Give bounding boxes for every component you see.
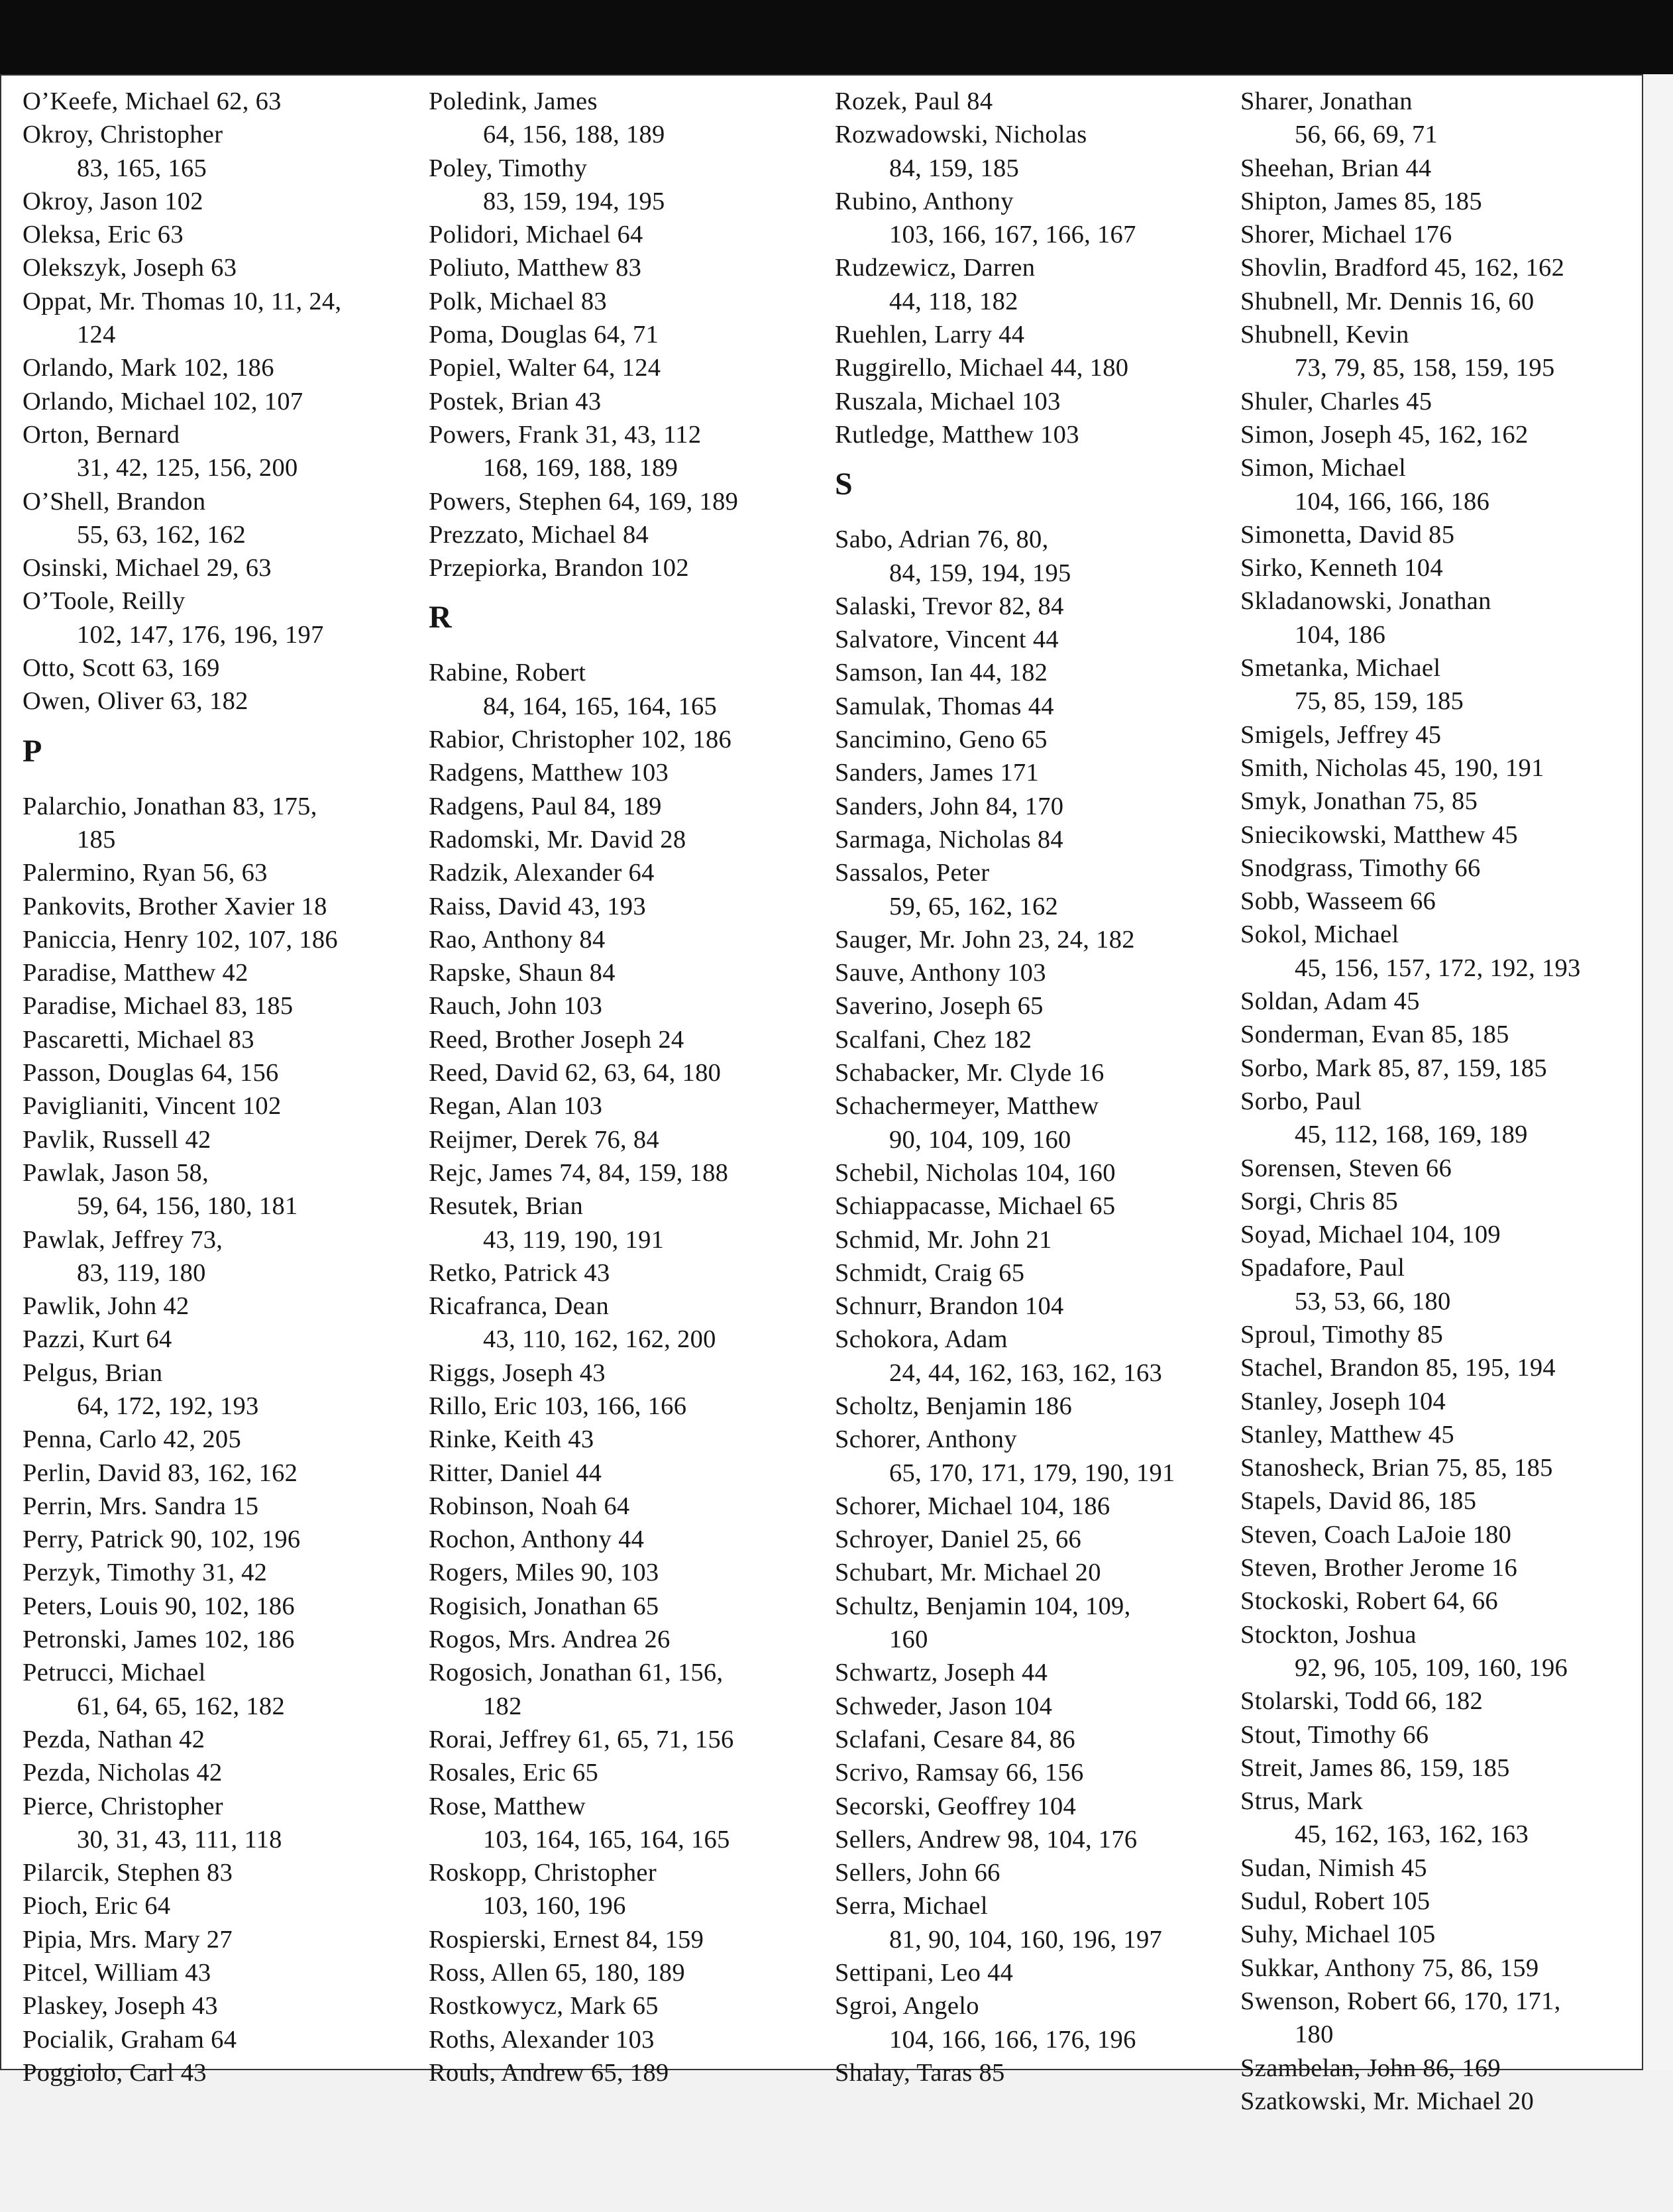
index-entry: Swenson, Robert 66, 170, 171, — [1240, 1987, 1561, 2015]
index-entry: Przepiorka, Brandon 102 — [429, 554, 689, 582]
index-entry-pages-continued: 160 — [889, 1626, 928, 1654]
index-entry: Perzyk, Timothy 31, 42 — [23, 1559, 268, 1587]
index-entry: Shuler, Charles 45 — [1240, 387, 1432, 415]
index-entry-pages-continued: 103, 164, 165, 164, 165 — [483, 1825, 730, 1853]
index-entry: Rejc, James 74, 84, 159, 188 — [429, 1158, 729, 1187]
index-entry: O’Shell, Brandon — [23, 487, 206, 516]
index-entry: Stanosheck, Brian 75, 85, 185 — [1240, 1454, 1553, 1482]
index-entry: Samulak, Thomas 44 — [835, 692, 1054, 720]
index-entry: Snodgrass, Timothy 66 — [1240, 854, 1481, 882]
index-entry: Oppat, Mr. Thomas 10, 11, 24, — [23, 287, 342, 315]
index-entry: Robinson, Noah 64 — [429, 1492, 630, 1520]
index-entry-pages-continued: 103, 166, 167, 166, 167 — [889, 221, 1136, 249]
index-entry: Pawlak, Jeffrey 73, — [23, 1225, 223, 1254]
index-entry: Peters, Louis 90, 102, 186 — [23, 1592, 295, 1620]
index-entry-pages-continued: 90, 104, 109, 160 — [889, 1125, 1071, 1154]
index-entry-pages-continued: 182 — [483, 1692, 522, 1720]
index-entry-pages-continued: 43, 110, 162, 162, 200 — [483, 1325, 716, 1354]
index-entry: Scrivo, Ramsay 66, 156 — [835, 1759, 1084, 1787]
index-entry-pages-continued: 55, 63, 162, 162 — [77, 520, 246, 549]
index-entry-pages-continued: 64, 172, 192, 193 — [77, 1392, 259, 1420]
index-entry: Sorensen, Steven 66 — [1240, 1154, 1452, 1182]
index-entry: Ritter, Daniel 44 — [429, 1459, 602, 1487]
index-entry: Rospierski, Ernest 84, 159 — [429, 1925, 704, 1954]
index-entry-pages-continued: 45, 162, 163, 162, 163 — [1295, 1820, 1529, 1849]
index-entry-pages-continued: 83, 165, 165 — [77, 154, 207, 182]
index-entry-pages-continued: 75, 85, 159, 185 — [1295, 687, 1464, 716]
index-column-1 — [23, 85, 420, 2089]
index-entry: Salaski, Trevor 82, 84 — [835, 592, 1064, 620]
index-entry-pages-continued: 168, 169, 188, 189 — [483, 454, 678, 482]
index-entry: Soldan, Adam 45 — [1240, 987, 1420, 1016]
index-entry-pages-continued: 59, 65, 162, 162 — [889, 892, 1059, 920]
index-entry: Schultz, Benjamin 104, 109, — [835, 1592, 1131, 1620]
index-entry-pages-continued: 73, 79, 85, 158, 159, 195 — [1295, 354, 1555, 382]
index-entry: Petronski, James 102, 186 — [23, 1626, 295, 1654]
index-entry: Paviglianiti, Vincent 102 — [23, 1092, 282, 1121]
index-entry: Sgroi, Angelo — [835, 1992, 979, 2020]
index-entry: Perlin, David 83, 162, 162 — [23, 1459, 298, 1487]
index-entry: Poggiolo, Carl 43 — [23, 2058, 207, 2087]
index-entry: Passon, Douglas 64, 156 — [23, 1059, 279, 1087]
index-entry: Polidori, Michael 64 — [429, 221, 643, 249]
index-entry: Steven, Coach LaJoie 180 — [1240, 1520, 1512, 1549]
index-entry-pages-continued: 185 — [77, 825, 116, 854]
index-entry-pages-continued: 83, 119, 180 — [77, 1258, 206, 1287]
index-entry: Pilarcik, Stephen 83 — [23, 1859, 233, 1887]
index-entry: Poley, Timothy — [429, 154, 588, 182]
index-entry: Orton, Bernard — [23, 420, 180, 449]
index-entry: Owen, Oliver 63, 182 — [23, 687, 248, 716]
index-entry: Sniecikowski, Matthew 45 — [1240, 820, 1518, 849]
index-entry: Okroy, Jason 102 — [23, 187, 203, 215]
index-entry: Poliuto, Matthew 83 — [429, 254, 642, 282]
index-entry-pages-continued: 83, 159, 194, 195 — [483, 187, 665, 215]
index-entry: Perrin, Mrs. Sandra 15 — [23, 1492, 259, 1520]
index-entry: Roskopp, Christopher — [429, 1859, 657, 1887]
index-entry: Reed, David 62, 63, 64, 180 — [429, 1059, 722, 1087]
index-column-2 — [429, 85, 826, 2089]
index-entry: Sokol, Michael — [1240, 920, 1399, 949]
index-entry: Rao, Anthony 84 — [429, 925, 606, 954]
index-entry: Rillo, Eric 103, 166, 166 — [429, 1392, 687, 1420]
index-entry: Schubart, Mr. Michael 20 — [835, 1559, 1101, 1587]
index-entry: Sheehan, Brian 44 — [1240, 154, 1432, 182]
index-entry: Secorski, Geoffrey 104 — [835, 1792, 1077, 1820]
index-entry-pages-continued: 24, 44, 162, 163, 162, 163 — [889, 1358, 1163, 1387]
index-entry-pages-continued: 56, 66, 69, 71 — [1295, 121, 1438, 149]
index-entry: Shalay, Taras 85 — [835, 2058, 1005, 2087]
index-entry: Schorer, Anthony — [835, 1425, 1017, 1454]
index-entry: Penna, Carlo 42, 205 — [23, 1425, 241, 1454]
index-entry: O’Toole, Reilly — [23, 587, 186, 616]
index-entry: Skladanowski, Jonathan — [1240, 587, 1491, 616]
index-entry-pages-continued: 45, 112, 168, 169, 189 — [1295, 1121, 1528, 1149]
index-column-3 — [835, 85, 1232, 2089]
index-entry: Stockton, Joshua — [1240, 1620, 1417, 1649]
index-entry: Ruszala, Michael 103 — [835, 387, 1061, 415]
index-entry-pages-continued: 43, 119, 190, 191 — [483, 1225, 665, 1254]
index-entry: Sanders, James 171 — [835, 759, 1040, 787]
section-letter-heading: S — [835, 467, 853, 502]
index-entry: Osinski, Michael 29, 63 — [23, 554, 272, 582]
index-entry: Ruggirello, Michael 44, 180 — [835, 354, 1129, 382]
index-entry: Salvatore, Vincent 44 — [835, 626, 1059, 654]
index-entry: Stapels, David 86, 185 — [1240, 1487, 1477, 1516]
index-entry: Orlando, Mark 102, 186 — [23, 354, 274, 382]
index-entry: Oleksa, Eric 63 — [23, 221, 184, 249]
index-entry: Rapske, Shaun 84 — [429, 959, 616, 987]
index-entry-pages-continued: 103, 160, 196 — [483, 1892, 626, 1920]
right-margin — [1643, 74, 1673, 2070]
index-entry: Schebil, Nicholas 104, 160 — [835, 1158, 1116, 1187]
index-entry: Schroyer, Daniel 25, 66 — [835, 1525, 1082, 1554]
index-entry: Rosales, Eric 65 — [429, 1759, 599, 1787]
index-entry: Stanley, Matthew 45 — [1240, 1420, 1454, 1449]
index-entry: Sarmaga, Nicholas 84 — [835, 825, 1063, 854]
index-entry-pages-continued: 180 — [1295, 2020, 1334, 2049]
index-entry: Sellers, John 66 — [835, 1859, 1000, 1887]
index-entry: Sclafani, Cesare 84, 86 — [835, 1725, 1075, 1753]
index-entry: Szambelan, John 86, 169 — [1240, 2054, 1501, 2082]
index-entry: Pascaretti, Michael 83 — [23, 1025, 254, 1054]
index-entry-pages-continued: 65, 170, 171, 179, 190, 191 — [889, 1459, 1175, 1487]
index-entry: Schorer, Michael 104, 186 — [835, 1492, 1110, 1520]
index-entry-pages-continued: 45, 156, 157, 172, 192, 193 — [1295, 954, 1581, 982]
index-entry: Sonderman, Evan 85, 185 — [1240, 1021, 1509, 1049]
index-entry: Pezda, Nicholas 42 — [23, 1759, 223, 1787]
index-entry: Schachermeyer, Matthew — [835, 1092, 1099, 1121]
index-entry: Rozek, Paul 84 — [835, 87, 993, 115]
index-entry-pages-continued: 53, 53, 66, 180 — [1295, 1287, 1451, 1315]
index-entry: Shubnell, Kevin — [1240, 321, 1409, 349]
index-entry: Poma, Douglas 64, 71 — [429, 321, 659, 349]
index-entry-pages-continued: 92, 96, 105, 109, 160, 196 — [1295, 1653, 1568, 1682]
index-entry-pages-continued: 84, 164, 165, 164, 165 — [483, 692, 718, 720]
index-entry: Rutledge, Matthew 103 — [835, 420, 1079, 449]
index-entry: Sassalos, Peter — [835, 859, 990, 887]
index-entry-pages-continued: 104, 166, 166, 186 — [1295, 487, 1490, 516]
index-entry: Pawlik, John 42 — [23, 1292, 189, 1321]
index-entry-pages-continued: 102, 147, 176, 196, 197 — [77, 620, 324, 649]
index-entry: Sabo, Adrian 76, 80, — [835, 525, 1049, 554]
index-entry: Schweder, Jason 104 — [835, 1692, 1053, 1720]
index-entry: Rogosich, Jonathan 61, 156, — [429, 1659, 724, 1687]
index-entry: Sudan, Nimish 45 — [1240, 1853, 1427, 1882]
index-entry: Raiss, David 43, 193 — [429, 892, 646, 920]
index-entry: Simon, Joseph 45, 162, 162 — [1240, 420, 1529, 449]
index-entry: Samson, Ian 44, 182 — [835, 659, 1048, 687]
index-entry: Radomski, Mr. David 28 — [429, 825, 686, 854]
index-entry-pages-continued: 61, 64, 65, 162, 182 — [77, 1692, 285, 1720]
index-entry: Rubino, Anthony — [835, 187, 1014, 215]
index-entry: Shubnell, Mr. Dennis 16, 60 — [1240, 287, 1535, 315]
index-entry: Rogers, Miles 90, 103 — [429, 1559, 659, 1587]
index-entry: Prezzato, Michael 84 — [429, 520, 649, 549]
index-entry: Sauger, Mr. John 23, 24, 182 — [835, 925, 1135, 954]
index-entry-pages-continued: 59, 64, 156, 180, 181 — [77, 1192, 298, 1221]
index-entry: Sirko, Kenneth 104 — [1240, 554, 1443, 582]
index-entry: Regan, Alan 103 — [429, 1092, 603, 1121]
index-entry: Rabior, Christopher 102, 186 — [429, 726, 732, 754]
index-entry: Poledink, James — [429, 87, 598, 115]
index-entry: Shipton, James 85, 185 — [1240, 187, 1482, 215]
index-entry: Schokora, Adam — [835, 1325, 1008, 1354]
index-entry: Settipani, Leo 44 — [835, 1959, 1014, 1987]
index-entry: Okroy, Christopher — [23, 121, 223, 149]
index-entry: Stolarski, Todd 66, 182 — [1240, 1687, 1484, 1716]
index-entry: Sobb, Wasseem 66 — [1240, 887, 1436, 916]
index-entry: Shorer, Michael 176 — [1240, 221, 1452, 249]
index-entry: Rose, Matthew — [429, 1792, 586, 1820]
index-entry: Schmid, Mr. John 21 — [835, 1225, 1052, 1254]
index-entry: Rostkowycz, Mark 65 — [429, 1992, 659, 2020]
index-entry: Strus, Mark — [1240, 1787, 1364, 1816]
index-entry: Smetanka, Michael — [1240, 654, 1441, 683]
index-entry: Palermino, Ryan 56, 63 — [23, 859, 268, 887]
index-entry: Pioch, Eric 64 — [23, 1892, 171, 1920]
index-entry: Pankovits, Brother Xavier 18 — [23, 892, 327, 920]
index-entry: Saverino, Joseph 65 — [835, 992, 1044, 1021]
index-entry: Pawlak, Jason 58, — [23, 1158, 209, 1187]
index-entry: Sanders, John 84, 170 — [835, 792, 1064, 820]
index-entry: Smyk, Jonathan 75, 85 — [1240, 787, 1478, 816]
index-entry: Perry, Patrick 90, 102, 196 — [23, 1525, 301, 1554]
index-entry: Streit, James 86, 159, 185 — [1240, 1753, 1510, 1782]
index-entry: Smigels, Jeffrey 45 — [1240, 720, 1442, 749]
index-entry-pages-continued: 104, 186 — [1295, 620, 1386, 649]
index-entry: Sproul, Timothy 85 — [1240, 1320, 1444, 1349]
index-entry: Plaskey, Joseph 43 — [23, 1992, 218, 2020]
index-entry: Spadafore, Paul — [1240, 1254, 1405, 1282]
index-entry: Rauch, John 103 — [429, 992, 603, 1021]
index-entry: Sorbo, Paul — [1240, 1087, 1362, 1115]
index-entry: Sukkar, Anthony 75, 86, 159 — [1240, 1954, 1539, 1982]
section-letter-heading: P — [23, 733, 42, 769]
index-entry-pages-continued: 81, 90, 104, 160, 196, 197 — [889, 1925, 1163, 1954]
index-entry: Rozwadowski, Nicholas — [835, 121, 1087, 149]
index-entry: Sudul, Robert 105 — [1240, 1887, 1430, 1916]
index-entry: Palarchio, Jonathan 83, 175, — [23, 792, 317, 820]
index-entry: Radzik, Alexander 64 — [429, 859, 655, 887]
index-entry-pages-continued: 30, 31, 43, 111, 118 — [77, 1825, 282, 1853]
index-entry: Sorbo, Mark 85, 87, 159, 185 — [1240, 1054, 1547, 1082]
index-entry: Pocialik, Graham 64 — [23, 2025, 237, 2054]
index-entry: Olekszyk, Joseph 63 — [23, 254, 237, 282]
index-entry: Serra, Michael — [835, 1892, 988, 1920]
index-entry: Smith, Nicholas 45, 190, 191 — [1240, 753, 1544, 782]
index-entry: Rorai, Jeffrey 61, 65, 71, 156 — [429, 1725, 734, 1753]
index-entry: Rouls, Andrew 65, 189 — [429, 2058, 669, 2087]
index-entry: Scholtz, Benjamin 186 — [835, 1392, 1073, 1420]
index-entry: Pavlik, Russell 42 — [23, 1125, 211, 1154]
index-entry: Scalfani, Chez 182 — [835, 1025, 1032, 1054]
index-entry: Simon, Michael — [1240, 454, 1407, 482]
index-entry: Rogisich, Jonathan 65 — [429, 1592, 659, 1620]
index-entry-pages-continued: 104, 166, 166, 176, 196 — [889, 2025, 1136, 2054]
index-entry: Pierce, Christopher — [23, 1792, 223, 1820]
index-entry: Ricafranca, Dean — [429, 1292, 609, 1321]
index-entry: Retko, Patrick 43 — [429, 1258, 610, 1287]
index-entry: Schwartz, Joseph 44 — [835, 1659, 1048, 1687]
index-entry: Rabine, Robert — [429, 659, 586, 687]
index-entry: Paniccia, Henry 102, 107, 186 — [23, 925, 338, 954]
index-entry: Riggs, Joseph 43 — [429, 1358, 606, 1387]
index-entry: Resutek, Brian — [429, 1192, 584, 1221]
index-entry: Sauve, Anthony 103 — [835, 959, 1046, 987]
index-entry: Stanley, Joseph 104 — [1240, 1387, 1446, 1415]
index-entry: Powers, Stephen 64, 169, 189 — [429, 487, 739, 516]
index-entry: O’Keefe, Michael 62, 63 — [23, 87, 282, 115]
index-entry: Rogos, Mrs. Andrea 26 — [429, 1626, 671, 1654]
index-entry: Ruehlen, Larry 44 — [835, 321, 1025, 349]
index-entry: Pezda, Nathan 42 — [23, 1725, 205, 1753]
index-entry: Rudzewicz, Darren — [835, 254, 1036, 282]
index-page — [0, 74, 1643, 2115]
index-entry: Sorgi, Chris 85 — [1240, 1187, 1399, 1215]
index-entry: Stockoski, Robert 64, 66 — [1240, 1587, 1498, 1616]
index-entry: Radgens, Matthew 103 — [429, 759, 669, 787]
index-entry: Polk, Michael 83 — [429, 287, 607, 315]
index-entry: Paradise, Michael 83, 185 — [23, 992, 294, 1021]
index-entry-pages-continued: 84, 159, 194, 195 — [889, 559, 1071, 587]
index-entry: Schmidt, Craig 65 — [835, 1258, 1025, 1287]
index-entry: Suhy, Michael 105 — [1240, 1920, 1436, 1949]
index-entry: Petrucci, Michael — [23, 1659, 206, 1687]
index-entry: Popiel, Walter 64, 124 — [429, 354, 661, 382]
index-entry: Orlando, Michael 102, 107 — [23, 387, 303, 415]
index-entry-pages-continued: 64, 156, 188, 189 — [483, 121, 665, 149]
index-entry: Powers, Frank 31, 43, 112 — [429, 420, 702, 449]
index-entry-pages-continued: 84, 159, 185 — [889, 154, 1020, 182]
index-entry-pages-continued: 44, 118, 182 — [889, 287, 1018, 315]
index-entry: Pitcel, William 43 — [23, 1959, 211, 1987]
index-entry: Otto, Scott 63, 169 — [23, 654, 220, 683]
index-entry: Steven, Brother Jerome 16 — [1240, 1554, 1518, 1582]
index-column-4 — [1240, 85, 1638, 2118]
index-entry: Schnurr, Brandon 104 — [835, 1292, 1064, 1321]
index-entry: Radgens, Paul 84, 189 — [429, 792, 662, 820]
index-entry: Schiappacasse, Michael 65 — [835, 1192, 1116, 1221]
index-entry: Sharer, Jonathan — [1240, 87, 1413, 115]
index-entry-pages-continued: 124 — [77, 321, 116, 349]
index-entry: Rinke, Keith 43 — [429, 1425, 594, 1454]
index-entry: Sancimino, Geno 65 — [835, 726, 1048, 754]
index-entry-pages-continued: 31, 42, 125, 156, 200 — [77, 454, 298, 482]
index-entry: Reijmer, Derek 76, 84 — [429, 1125, 659, 1154]
index-entry: Simonetta, David 85 — [1240, 520, 1455, 549]
index-entry: Soyad, Michael 104, 109 — [1240, 1221, 1501, 1249]
index-entry: Ross, Allen 65, 180, 189 — [429, 1959, 685, 1987]
index-entry: Paradise, Matthew 42 — [23, 959, 248, 987]
index-entry: Stachel, Brandon 85, 195, 194 — [1240, 1354, 1556, 1382]
index-entry: Sellers, Andrew 98, 104, 176 — [835, 1825, 1138, 1853]
index-entry: Pazzi, Kurt 64 — [23, 1325, 172, 1354]
index-entry: Roths, Alexander 103 — [429, 2025, 655, 2054]
section-letter-heading: R — [429, 600, 452, 636]
index-entry: Postek, Brian 43 — [429, 387, 602, 415]
index-entry: Shovlin, Bradford 45, 162, 162 — [1240, 254, 1565, 282]
index-entry: Reed, Brother Joseph 24 — [429, 1025, 684, 1054]
index-entry: Stout, Timothy 66 — [1240, 1720, 1429, 1749]
index-entry: Pipia, Mrs. Mary 27 — [23, 1925, 233, 1954]
index-entry: Szatkowski, Mr. Michael 20 — [1240, 2087, 1535, 2115]
index-entry: Pelgus, Brian — [23, 1358, 163, 1387]
index-entry: Rochon, Anthony 44 — [429, 1525, 645, 1554]
index-entry: Schabacker, Mr. Clyde 16 — [835, 1059, 1105, 1087]
